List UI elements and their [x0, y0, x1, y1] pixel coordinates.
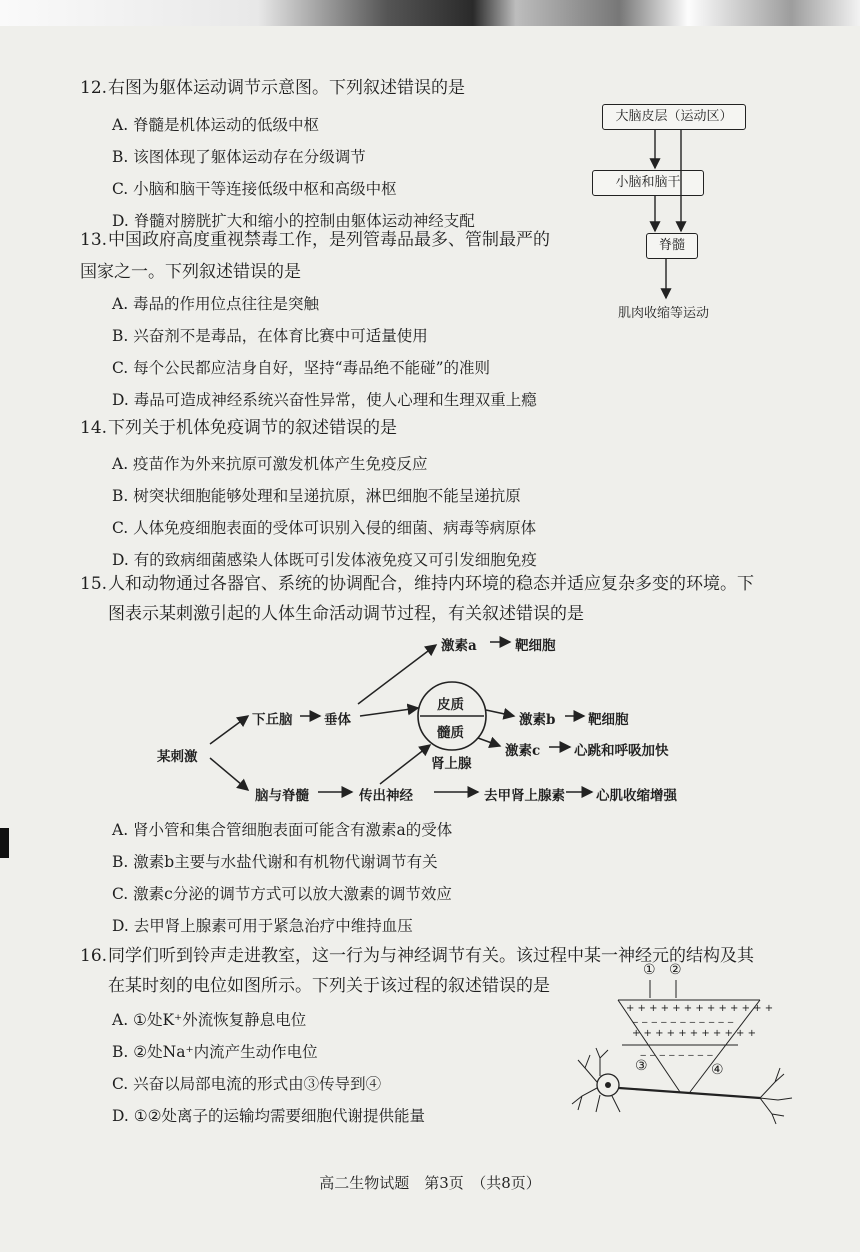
label-adrenal: 肾上腺	[431, 756, 472, 772]
option-a: A. 脊髓是机体运动的低级中枢	[112, 116, 320, 134]
question-number: 12.	[80, 78, 108, 98]
option-c: C. 小脑和脑干等连接低级中枢和高级中枢	[112, 180, 397, 198]
option-d: D. 脊髓对膀胱扩大和缩小的控制由躯体运动神经支配	[112, 212, 475, 230]
question-stem: 同学们听到铃声走进教室，这一行为与神经调节有关。该过程中某一神经元的结构及其	[108, 946, 754, 966]
question-stem: 下列关于机体免疫调节的叙述错误的是	[108, 418, 397, 438]
option-b: B. 兴奋剂不是毒品，在体育比赛中可适量使用	[112, 327, 428, 345]
question-stem: 右图为躯体运动调节示意图。下列叙述错误的是	[108, 78, 465, 98]
label-hormone-a: 激素a	[441, 638, 477, 654]
marker-2: ②	[669, 962, 682, 978]
option-b: B. ②处Na⁺内流产生动作电位	[112, 1043, 318, 1061]
label-pituitary: 垂体	[324, 712, 351, 728]
option-d: D. 毒品可造成神经系统兴奋性异常，使人心理和生理双重上瘾	[112, 391, 537, 409]
question-stem: 人和动物通过各器官、系统的协调配合，维持内环境的稳态并适应复杂多变的环境。下	[108, 574, 754, 594]
option-a: A. ①处K⁺外流恢复静息电位	[112, 1011, 307, 1029]
label-target-b: 靶细胞	[588, 712, 629, 728]
label-heart-contraction: 心肌收缩增强	[596, 788, 677, 804]
label-hormone-c: 激素c	[505, 743, 541, 759]
option-a: A. 毒品的作用位点往往是突触	[112, 295, 320, 313]
svg-text:+ + + + + + + + + + + + +: + + + + + + + + + + + + +	[626, 1003, 774, 1014]
option-b: B. 该图体现了躯体运动存在分级调节	[112, 148, 366, 166]
option-c: C. 每个公民都应洁身自好，坚持“毒品绝不能碰”的准则	[112, 359, 491, 377]
option-c: C. 兴奋以局部电流的形式由③传导到④	[112, 1075, 382, 1093]
option-d: D. 去甲肾上腺素可用于紧急治疗中维持血压	[112, 917, 413, 935]
question-number: 16.	[80, 946, 108, 966]
question-number: 15.	[80, 574, 108, 594]
question-stem-cont: 在某时刻的电位如图所示。下列关于该过程的叙述错误的是	[108, 976, 550, 996]
question-number: 14.	[80, 418, 108, 438]
label-cortex: 皮质	[437, 697, 464, 713]
option-d: D. ①②处离子的运输均需要细胞代谢提供能量	[112, 1107, 426, 1125]
marker-4: ④	[711, 1062, 724, 1078]
question-stem-cont: 国家之一。下列叙述错误的是	[80, 262, 301, 282]
question-stem-cont: 图表示某刺激引起的人体生命活动调节过程，有关叙述错误的是	[108, 604, 584, 624]
option-c: C. 人体免疫细胞表面的受体可识别入侵的细菌、病毒等病原体	[112, 519, 537, 537]
box-spinal-cord: 脊髓	[646, 233, 698, 259]
box-cortex: 大脑皮层（运动区）	[602, 104, 746, 130]
question-number: 13.	[80, 230, 108, 250]
svg-text:+ + + + + + + + + + +: + + + + + + + + + + +	[632, 1028, 756, 1039]
label-medulla: 髓质	[437, 725, 464, 741]
label-norepinephrine: 去甲肾上腺素	[484, 788, 565, 804]
label-heart-rate: 心跳和呼吸加快	[574, 743, 669, 759]
svg-text:‒ ‒ ‒ ‒ ‒ ‒ ‒ ‒: ‒ ‒ ‒ ‒ ‒ ‒ ‒ ‒	[640, 1050, 714, 1061]
label-target-a: 靶细胞	[515, 638, 556, 654]
label-efferent-nerve: 传出神经	[359, 788, 413, 804]
option-b: B. 激素b主要与水盐代谢和有机物代谢调节有关	[112, 853, 438, 871]
box-cerebellum: 小脑和脑干	[592, 170, 704, 196]
marker-3: ③	[635, 1058, 648, 1074]
label-hypothalamus: 下丘脑	[252, 712, 293, 728]
option-c: C. 激素c分泌的调节方式可以放大激素的调节效应	[112, 885, 452, 903]
option-a: A. 肾小管和集合管细胞表面可能含有激素a的受体	[112, 821, 453, 839]
label-muscle: 肌肉收缩等运动	[618, 306, 710, 321]
option-b: B. 树突状细胞能够处理和呈递抗原，淋巴细胞不能呈递抗原	[112, 487, 521, 505]
question-stem: 中国政府高度重视禁毒工作，是列管毒品最多、管制最严的	[108, 230, 550, 250]
option-d: D. 有的致病细菌感染人体既可引发体液免疫又可引发细胞免疫	[112, 551, 537, 569]
option-a: A. 疫苗作为外来抗原可激发机体产生免疫反应	[112, 455, 428, 473]
svg-text:‒ ‒ ‒ ‒ ‒ ‒ ‒ ‒ ‒ ‒ ‒: ‒ ‒ ‒ ‒ ‒ ‒ ‒ ‒ ‒ ‒ ‒	[632, 1017, 734, 1028]
label-brain-spine: 脑与脊髓	[255, 788, 309, 804]
page-footer: 高二生物试题 第3页 （共8页）	[319, 1174, 541, 1192]
label-stimulus: 某刺激	[157, 749, 198, 765]
marker-1: ①	[643, 962, 656, 978]
label-hormone-b: 激素b	[519, 712, 556, 728]
